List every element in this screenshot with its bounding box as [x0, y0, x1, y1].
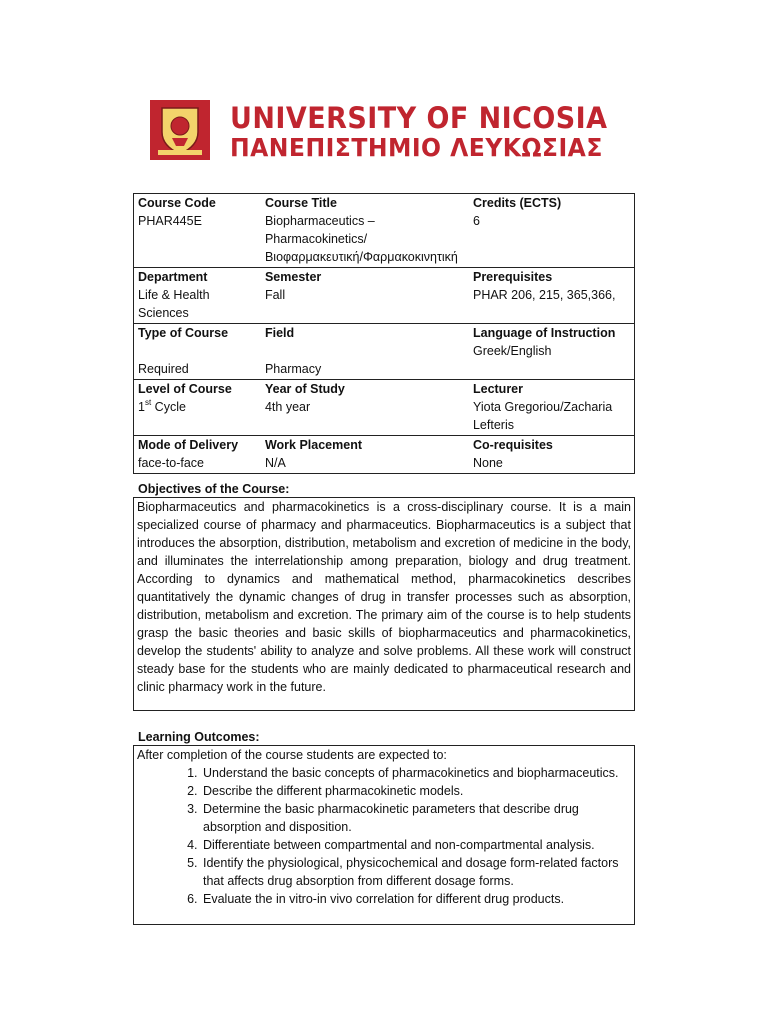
university-name-english: UNIVERSITY OF NICOSIA	[230, 101, 608, 135]
list-item: 2. Describe the different pharmacokinetic models.	[201, 782, 631, 800]
list-item: 6. Evaluate the in vitro-in vivo correlation for different drug products.	[201, 890, 631, 908]
university-header	[150, 98, 620, 164]
credits-label: Credits (ECTS)	[472, 196, 562, 210]
prerequisites-label: Prerequisites	[472, 270, 553, 284]
semester-value: Fall	[264, 288, 286, 302]
language-value: Greek/English	[472, 344, 552, 358]
learning-outcomes-title: Learning Outcomes:	[138, 730, 260, 744]
learning-outcomes-intro: After completion of the course students are expected to:	[137, 748, 447, 762]
list-item: 4. Differentiate between compartmental and non-compartmental analysis.	[201, 836, 631, 854]
type-of-course-label: Type of Course	[138, 326, 229, 340]
list-item: 3. Determine the basic pharmacokinetic parameters that describe drug absorption and disposition.	[201, 800, 631, 836]
co-requisites-value: None	[472, 456, 503, 470]
level-of-course-value	[138, 398, 257, 416]
work-placement-label: Work Placement	[264, 438, 362, 452]
mode-of-delivery-label: Mode of Delivery	[138, 438, 239, 452]
field-label: Field	[264, 326, 295, 340]
list-item: 5. Identify the physiological, physicochemical and dosage form-related factors that affects drug absorption from different dosage forms.	[201, 854, 631, 890]
level-superscript: st	[144, 398, 152, 407]
course-code-label: Course Code	[138, 196, 216, 210]
language-label: Language of Instruction	[472, 326, 616, 340]
university-name-greek: ΠΑΝΕΠΙΣΤΗΜΙΟ ΛΕΥΚΩΣΙΑΣ	[230, 133, 603, 162]
course-info-table	[133, 193, 635, 474]
learning-outcomes-list	[137, 764, 631, 908]
learning-outcomes-box	[133, 745, 635, 925]
table-row	[134, 194, 635, 268]
course-code-value: PHAR445E	[138, 214, 202, 228]
level-of-course-label: Level of Course	[138, 382, 232, 396]
table-row	[134, 380, 635, 436]
semester-label: Semester	[264, 270, 322, 284]
co-requisites-label: Co-requisites	[472, 438, 553, 452]
department-label: Department	[138, 270, 208, 284]
work-placement-value: N/A	[264, 456, 286, 470]
objectives-text: Biopharmaceutics and pharmacokinetics is a cross-disciplinary course. It is a main specialized course of pharmacy and pharmaceutics. Biopharmaceutics is a subject that introduces the absorption, distribution, metabolism and excretion of medicine in the body, and illuminates the interrelationship among preparation, biology and drug treatment. According to dynamics and mathematical method, pharmacokinetics describes quantitatively the dynamic changes of drug in transfer processes such as absorption, distribution, metabolism and excretion. The primary aim of the course is to help students grasp the basic theories and basic skills of biopharmaceutics and pharmacokinetics, develop the students' ability to analyze and solve problems. All these work will construct steady base for the students who are mainly dedicated to pharmaceutical research and clinic pharmacy work in the future.	[133, 497, 635, 711]
course-title-value: Biopharmaceutics – Pharmacokinetics/ Βιοφαρμακευτική/Φαρμακοκινητική	[264, 214, 458, 264]
level-number: 1	[138, 400, 145, 414]
lecturer-label: Lecturer	[472, 382, 524, 396]
objectives-title: Objectives of the Course:	[138, 482, 290, 496]
mode-of-delivery-value: face-to-face	[138, 456, 205, 470]
level-text: Cycle	[151, 400, 186, 414]
list-item: 1. Understand the basic concepts of pharmacokinetics and biopharmaceutics.	[201, 764, 631, 782]
year-of-study-label: Year of Study	[264, 382, 345, 396]
table-row	[134, 436, 635, 474]
lecturer-value: Yiota Gregoriou/Zacharia Lefteris	[472, 400, 613, 432]
field-value: Pharmacy	[264, 362, 322, 376]
department-value: Life & Health Sciences	[138, 288, 210, 320]
year-of-study-value: 4th year	[264, 400, 311, 414]
prerequisites-value: PHAR 206, 215, 365,366,	[472, 288, 616, 302]
table-row	[134, 268, 635, 324]
course-title-label: Course Title	[264, 196, 337, 210]
type-of-course-value: Required	[138, 362, 189, 376]
table-row	[134, 324, 635, 380]
credits-value: 6	[472, 214, 480, 228]
university-crest-icon	[150, 100, 210, 160]
